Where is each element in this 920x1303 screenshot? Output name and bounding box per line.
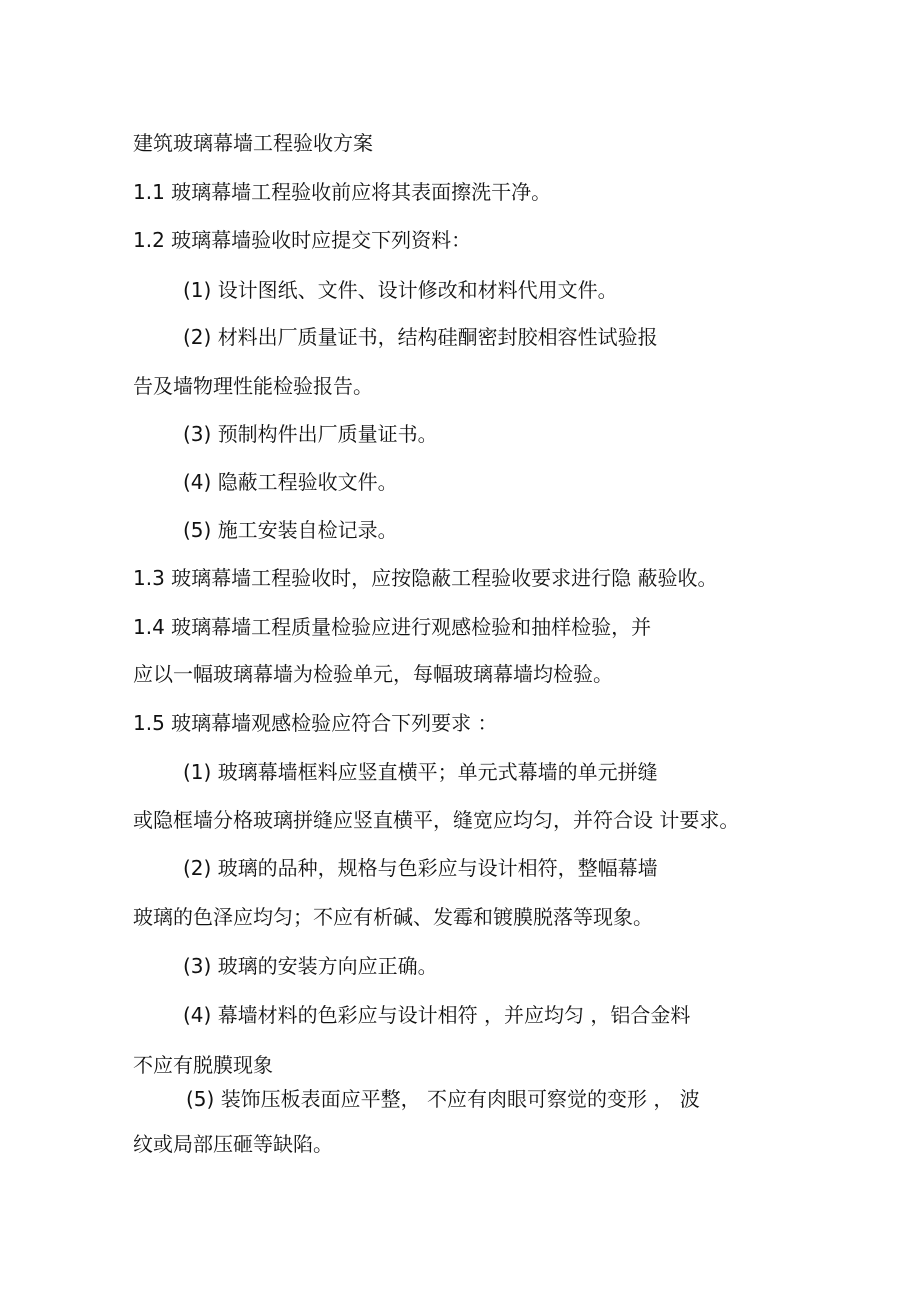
item-1-2-4: (4) 隐蔽工程验收文件。 (183, 470, 398, 494)
page-title: 建筑玻璃幕墙工程验收方案 (133, 131, 373, 155)
item-1-5-5: (5) 装饰压板表面应平整， 不应有肉眼可察觉的变形 ， 波 (186, 1087, 700, 1111)
clause-1-4: 1.4 玻璃幕墙工程质量检验应进行观感检验和抽样检验，并 (133, 615, 652, 639)
item-1-2-5: (5) 施工安装自检记录。 (183, 518, 398, 542)
item-1-5-5-cont: 纹或局部压砸等缺陷。 (133, 1132, 333, 1156)
item-1-2-2-cont: 告及墙物理性能检验报告。 (133, 374, 373, 398)
item-1-5-3: (3) 玻璃的安装方向应正确。 (183, 954, 438, 978)
item-1-5-2-cont: 玻璃的色泽应均匀；不应有析碱、发霉和镀膜脱落等现象。 (133, 905, 653, 929)
clause-1-2: 1.2 玻璃幕墙验收时应提交下列资料： (133, 228, 472, 252)
item-1-2-2: (2) 材料出厂质量证书，结构硅酮密封胶相容性试验报 (183, 325, 658, 349)
item-1-2-1: (1) 设计图纸、文件、设计修改和材料代用文件。 (183, 278, 618, 302)
item-1-2-3: (3) 预制构件出厂质量证书。 (183, 422, 438, 446)
item-1-5-4-cont: 不应有脱膜现象 (133, 1053, 273, 1077)
clause-1-3: 1.3 玻璃幕墙工程验收时，应按隐蔽工程验收要求进行隐 蔽验收。 (133, 566, 718, 590)
clause-1-1: 1.1 玻璃幕墙工程验收前应将其表面擦洗干净。 (133, 180, 552, 204)
item-1-5-2: (2) 玻璃的品种，规格与色彩应与设计相符，整幅幕墙 (183, 856, 658, 880)
item-1-5-1: (1) 玻璃幕墙框料应竖直横平；单元式幕墙的单元拼缝 (183, 760, 658, 784)
item-1-5-4: (4) 幕墙材料的色彩应与设计相符 ，并应均匀 ，铝合金料 (183, 1003, 691, 1027)
clause-1-5: 1.5 玻璃幕墙观感检验应符合下列要求 ： (133, 711, 498, 735)
item-1-5-1-cont: 或隐框墙分格玻璃拼缝应竖直横平，缝宽应均匀，并符合设 计要求。 (133, 808, 740, 832)
clause-1-4-cont: 应以一幅玻璃幕墙为检验单元，每幅玻璃幕墙均检验。 (133, 662, 613, 686)
